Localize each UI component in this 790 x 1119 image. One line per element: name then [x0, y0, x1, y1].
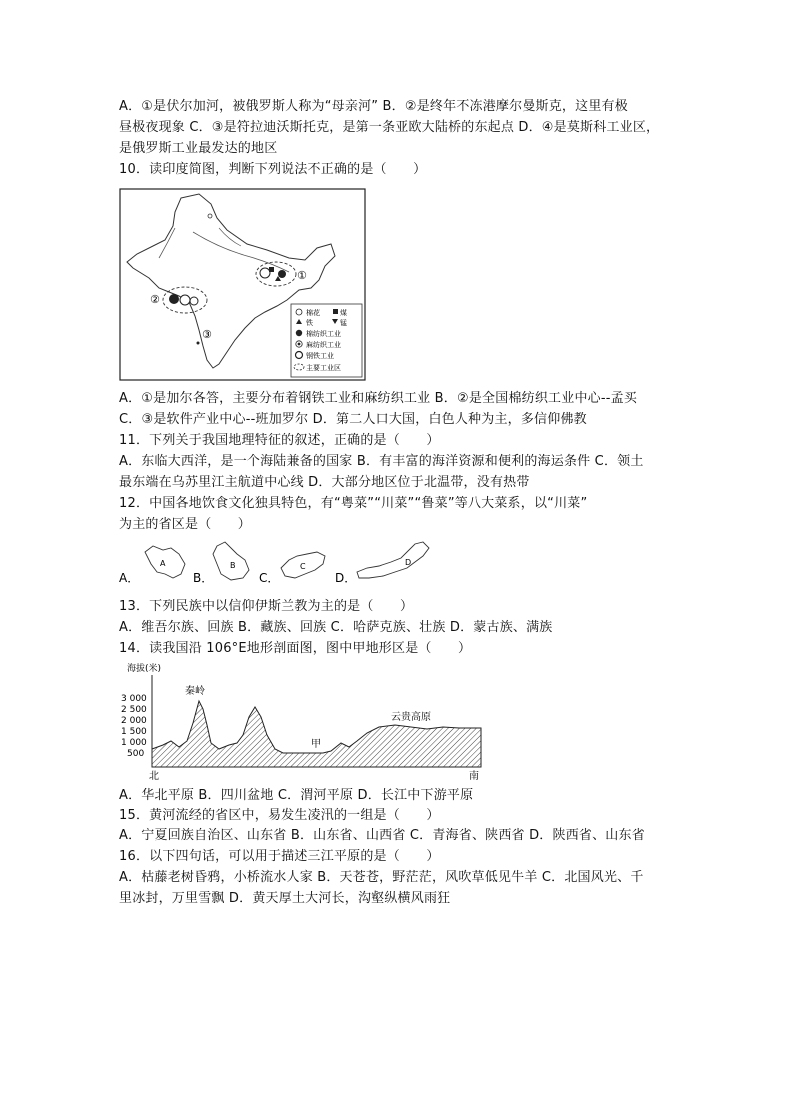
ytick-3000: 3 000 [121, 694, 147, 704]
q16-options-line-1: A．枯藤老树昏鸦，小桥流水人家 B．天苍苍，野茫茫，风吹草低见牛羊 C．北国风光、千 [119, 870, 644, 885]
legend-industrial-area: 主要工业区 [306, 364, 341, 372]
ytick-2000: 2 000 [121, 716, 147, 726]
q13-options-line-1: A．维吾尔族、回族 B．藏族、回族 C．哈萨克族、壮族 D．蒙古族、满族 [119, 620, 553, 635]
q12-stem-line-1: 12．中国各地饮食文化独具特色，有“粤菜”“川菜”“鲁菜”等八大菜系，以“川菜” [119, 496, 588, 511]
q10-options-line-2: C．③是软件产业中心--班加罗尔 D．第二人口大国，白色人种为主，多信仰佛教 [119, 412, 587, 427]
cotton-symbol [180, 295, 190, 305]
q12-stem-line-2: 为主的省区是（ ） [119, 517, 252, 532]
ytick-500: 500 [127, 749, 145, 759]
map-label-2: ② [150, 293, 160, 306]
label-south: 南 [469, 771, 479, 781]
legend-cotton-textile: 棉纺织工业 [306, 330, 341, 338]
q11-options-line-1: A．东临大西洋，是一个海陆兼备的国家 B．有丰富的海洋资源和便利的海运条件 C．领土 [119, 454, 644, 469]
q11-options-line-2: 最东端在乌苏里江主航道中心线 D．大部分地区位于北温带，没有热带 [119, 475, 530, 490]
india-map-figure [119, 188, 366, 381]
q12-option-c-label: C． [259, 571, 280, 585]
ytick-1500: 1 500 [121, 727, 147, 737]
shape-letter-c: C [300, 562, 306, 571]
ytick-2500: 2 500 [121, 705, 147, 715]
shape-letter-d: D [405, 558, 412, 567]
q12-option-d-label: D． [335, 571, 357, 585]
q9-options-line-3: 是俄罗斯工业最发达的地区 [119, 141, 278, 156]
legend-iron: 铁 [306, 319, 313, 327]
city-dot [208, 214, 212, 218]
terrain-profile [152, 701, 481, 767]
legend-jute-textile: 麻纺织工业 [306, 341, 341, 349]
q13-stem: 13．下列民族中以信仰伊斯兰教为主的是（ ） [119, 599, 414, 614]
legend-cotton: 棉花 [306, 309, 320, 317]
q12-option-a-label: A． [119, 571, 140, 585]
q12-province-options [119, 538, 439, 586]
province-shape-d [357, 542, 429, 578]
terrain-profile-figure [119, 661, 489, 781]
jute-symbol [278, 270, 286, 278]
label-yungui: 云贵高原 [391, 712, 431, 723]
q12-option-b-label: B． [193, 571, 214, 585]
q11-stem: 11．下列关于我国地理特征的叙述，正确的是（ ） [119, 433, 440, 448]
legend-coal: 煤 [340, 309, 347, 317]
q15-options-line-1: A．宁夏回族自治区、山东省 B．山东省、山西省 C．青海省、陕西省 D．陕西省、山东省 [119, 828, 645, 843]
ytick-1000: 1 000 [121, 738, 147, 748]
label-north: 北 [149, 771, 159, 781]
shape-letter-b: B [230, 561, 236, 570]
q9-options-line-1: A．①是伏尔加河，被俄罗斯人称为“母亲河” B．②是终年不冻港摩尔曼斯克，这里有极 [119, 99, 628, 114]
profile-ylabel: 海拔(米) [127, 664, 162, 674]
label-qinling: 秦岭 [185, 686, 205, 697]
q10-options-line-1: A．①是加尔各答，主要分布着钢铁工业和麻纺织工业 B．②是全国棉纺织工业中心--孟买 [119, 391, 638, 406]
shape-letter-a: A [160, 559, 166, 568]
label-jia: 甲 [311, 739, 321, 750]
q15-stem: 15．黄河流经的省区中，易发生凌汛的一组是（ ） [119, 808, 440, 823]
map-label-1: ① [297, 269, 307, 282]
cotton-textile-symbol [169, 294, 179, 304]
map-label-3: ③ [202, 328, 212, 341]
steel-symbol [260, 268, 270, 278]
q14-options-line-1: A．华北平原 B．四川盆地 C．渭河平原 D．长江中下游平原 [119, 788, 474, 803]
legend-manganese: 锰 [340, 319, 347, 327]
cotton-symbol-2 [190, 297, 198, 305]
q10-stem: 10．读印度简图，判断下列说法不正确的是（ ） [119, 162, 427, 177]
q16-options-line-2: 里冰封，万里雪飘 D．黄天厚土大河长，沟壑纵横风雨狂 [119, 891, 451, 906]
q16-stem: 16．以下四句话，可以用于描述三江平原的是（ ） [119, 849, 440, 864]
coal-symbol [269, 267, 274, 272]
bangalore-dot [197, 342, 200, 345]
legend-steel: 钢铁工业 [306, 352, 334, 360]
q14-stem: 14．读我国沿 106°E地形剖面图，图中甲地形区是（ ） [119, 641, 472, 656]
q9-options-line-2: 昼极夜现象 C．③是符拉迪沃斯托克，是第一条亚欧大陆桥的东起点 D．④是莫斯科工业区， [119, 120, 660, 135]
